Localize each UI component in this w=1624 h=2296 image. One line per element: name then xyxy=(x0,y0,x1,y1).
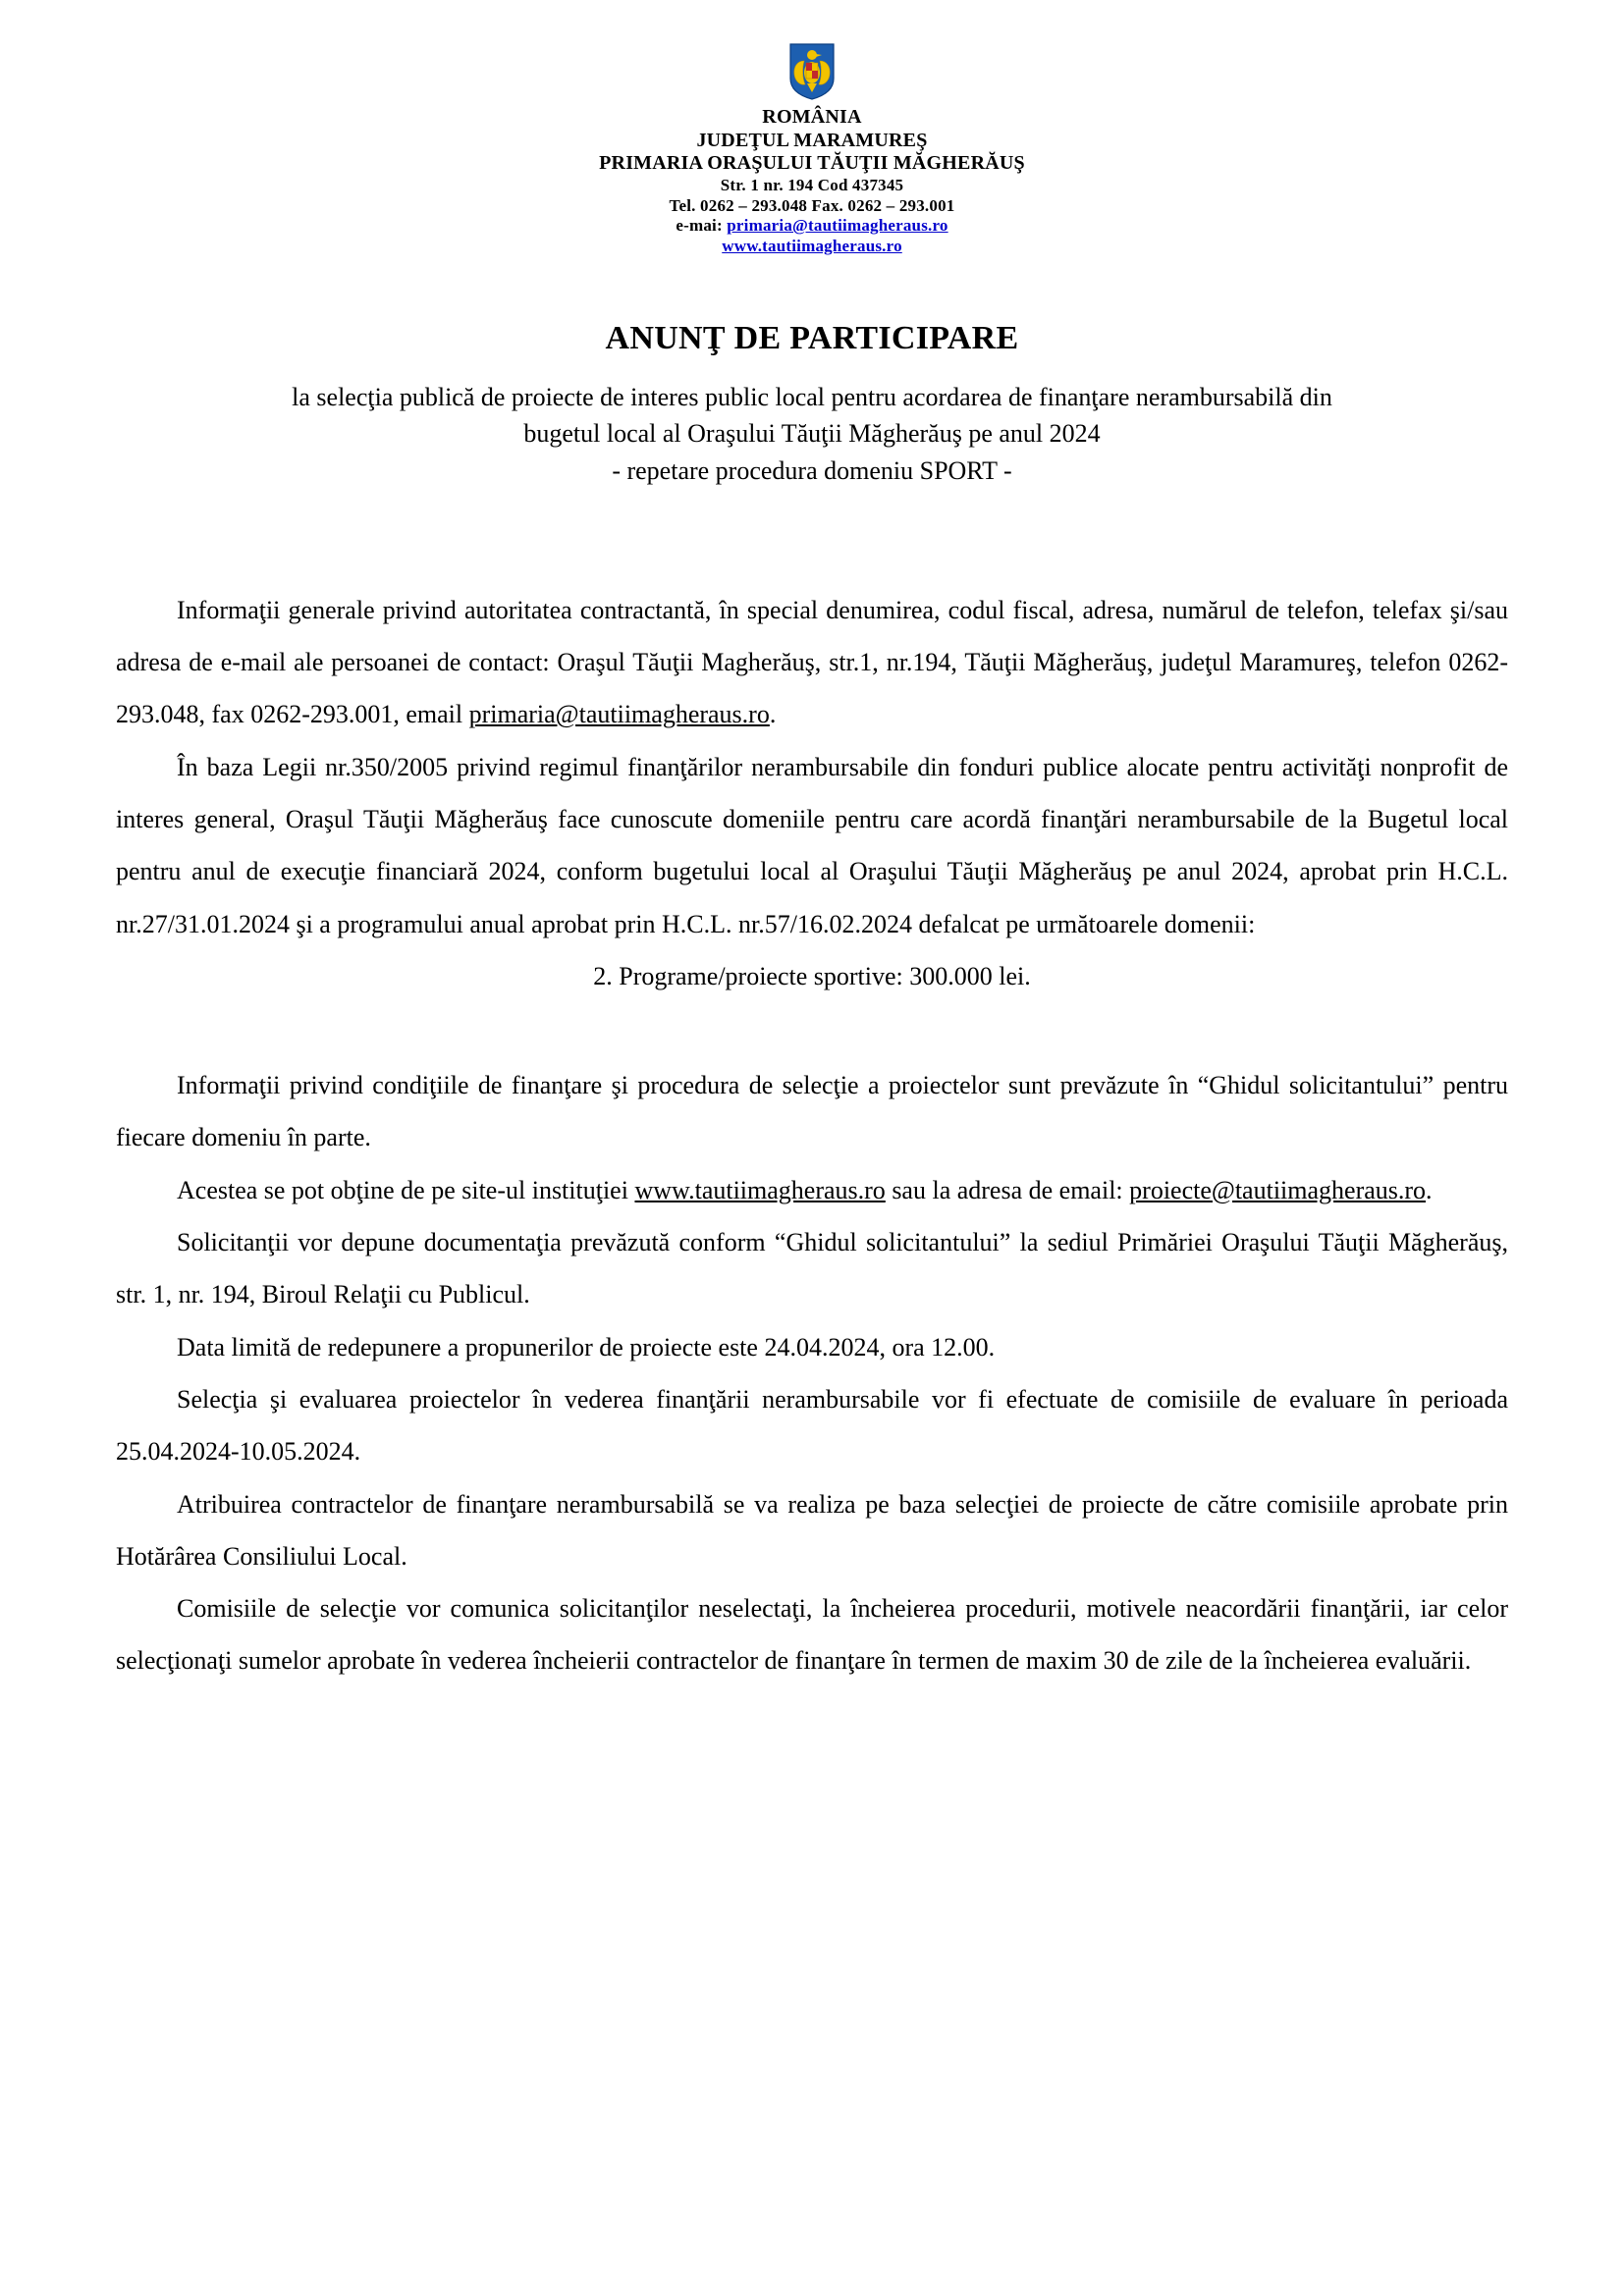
subtitle-line-2: bugetul local al Oraşului Tăuţii Măgherăuş pe anul 2024 xyxy=(523,419,1101,449)
p4-text-post: . xyxy=(1426,1175,1433,1204)
letterhead-country: ROMÂNIA xyxy=(762,106,862,128)
letterhead-email-link[interactable]: primaria@tautiimagheraus.ro xyxy=(727,216,948,236)
funding-domain-item: 2. Programe/proiecte sportive: 300.000 lei. xyxy=(593,961,1031,990)
letterhead-county: JUDEŢUL MARAMUREŞ xyxy=(696,129,928,151)
paragraph-contract-award: Atribuirea contractelor de finanţare nerambursabilă se va realiza pe baza selecţiei de proiecte de către comisiile aprobate prin Hotărârea Consiliului Local. xyxy=(116,1489,1508,1571)
page-title: ANUNŢ DE PARTICIPARE xyxy=(605,319,1019,356)
paragraph-funding-conditions: Informaţii privind condiţiile de finanţare şi procedura de selecţie a proiectelor sunt prevăzute în “Ghidul solicitantului” pentru fiecare domeniu în parte. xyxy=(116,1071,1508,1152)
letterhead-institution: PRIMARIA ORAŞULUI TĂUŢII MĂGHERĂUŞ xyxy=(599,152,1025,175)
paragraph-where-to-obtain xyxy=(116,1164,1508,1216)
paragraph-evaluation-period: Selecţia şi evaluarea proiectelor în vederea finanţării nerambursabile vor fi efectuate de comisiile de evaluare în perioada 25.04.2024-10.05.2024. xyxy=(116,1384,1508,1467)
title-block xyxy=(116,320,1508,490)
p4-text-pre: Acestea se pot obţine de pe site-ul instituţiei xyxy=(177,1175,635,1204)
body-spacer xyxy=(116,1002,1508,1059)
website-link-inline[interactable]: www.tautiimagheraus.ro xyxy=(634,1175,886,1204)
letterhead-email-label: e-mai: xyxy=(676,216,723,236)
letterhead xyxy=(116,43,1508,257)
paragraph-legal-basis: În baza Legii nr.350/2005 privind regimul finanţărilor nerambursabile din fonduri publice alocate pentru activităţi nonprofit de interes general, Oraşul Tăuţii Măgherăuş face cunoscute domeniile pentru care acordă finanţări nerambursabile de la Bugetul local pentru anul de execuţie financiară 2024, conform bugetului local al Oraşului Tăuţii Măgherăuş pe anul 2024, aprobat prin H.C.L. nr.27/31.01.2024 şi a programului anual aprobat prin H.C.L. nr.57/16.02.2024 defalcat pe următoarele domenii: xyxy=(116,752,1508,938)
subtitle-line-1: la selecţia publică de proiecte de interes public local pentru acordarea de finanţare nerambursabilă din xyxy=(292,382,1332,411)
letterhead-website-row xyxy=(116,237,1508,257)
paragraph-submission-location: Solicitanţii vor depune documentaţia prevăzută conform “Ghidul solicitantului” la sediul Primăriei Oraşului Tăuţii Măgherăuş, str. 1, nr. 194, Biroul Relaţii cu Publicul. xyxy=(116,1228,1508,1309)
letterhead-phone-fax: Tel. 0262 – 293.048 Fax. 0262 – 293.001 xyxy=(669,195,955,215)
letterhead-website-link[interactable]: www.tautiimagheraus.ro xyxy=(722,236,902,255)
paragraph-committee-communication: Comisiile de selecţie vor comunica solicitanţilor neselectaţi, la încheierea procedurii, motivele neacordării finanţării, iar celor selecţionaţi sumelor aprobate în vederea încheierii contractelor de finanţare în termen de maxim 30 de zile de la încheierea evaluării. xyxy=(116,1594,1508,1676)
p4-text-mid: sau la adresa de email: xyxy=(885,1175,1130,1204)
p1-text-post: . xyxy=(769,700,777,729)
coat-of-arms-wrap xyxy=(116,43,1508,100)
proiecte-email-link[interactable]: proiecte@tautiimagheraus.ro xyxy=(1129,1175,1427,1204)
subtitle-line-3: - repetare procedura domeniu SPORT - xyxy=(612,456,1012,486)
primaria-email-link[interactable]: primaria@tautiimagheraus.ro xyxy=(468,700,770,729)
document-subtitle xyxy=(277,379,1347,490)
letterhead-address: Str. 1 nr. 194 Cod 437345 xyxy=(720,175,904,194)
document-body xyxy=(116,584,1508,1687)
paragraph-contracting-authority-info xyxy=(116,584,1508,741)
paragraph-deadline: Data limită de redepunere a propunerilor de proiecte este 24.04.2024, ora 12.00. xyxy=(177,1332,996,1362)
p1-text-pre: Informaţii generale privind autoritatea contractantă, în special denumirea, codul fiscal, adresa, numărul de telefon, telefax şi/sau adresa de e-mail ale persoanei de contact: Oraşul Tăuţii Magherăuş, str.1, nr.194, Tăuţii Măgherăuş, judeţul Maramureş, telefon 0262-293.048, fax 0262-293.001, email xyxy=(116,595,1508,729)
romanian-coat-of-arms-icon xyxy=(789,43,835,100)
letterhead-email-row xyxy=(116,216,1508,237)
